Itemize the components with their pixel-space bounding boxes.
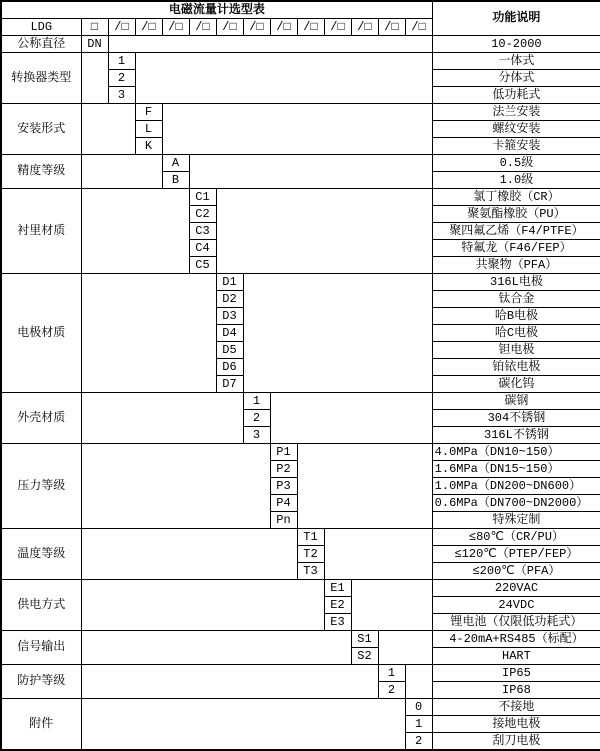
description-cell: 锂电池（仅限低功耗式） (432, 614, 600, 631)
description-cell: 316L不锈钢 (432, 427, 600, 444)
table-title: 电磁流量计选型表 (1, 1, 432, 19)
spacer-cell (243, 274, 432, 393)
description-cell: 哈C电极 (432, 325, 600, 342)
description-cell: 1.6MPa（DN15~150） (432, 461, 600, 478)
spacer-cell (297, 444, 432, 529)
code-cell: D7 (216, 376, 243, 393)
spacer-cell (108, 36, 432, 53)
model-slash-box: /□ (270, 19, 297, 36)
model-slash-box: /□ (324, 19, 351, 36)
description-cell: 铂铱电极 (432, 359, 600, 376)
model-slash-box: /□ (351, 19, 378, 36)
spacer-cell (81, 189, 189, 274)
code-cell: K (135, 138, 162, 155)
spacer-cell (81, 444, 270, 529)
code-cell: D4 (216, 325, 243, 342)
description-cell: 聚氨酯橡胶（PU） (432, 206, 600, 223)
description-cell: 1.0级 (432, 172, 600, 189)
description-cell: 特殊定制 (432, 512, 600, 529)
code-cell: 2 (108, 70, 135, 87)
code-cell: L (135, 121, 162, 138)
model-slash-box: /□ (243, 19, 270, 36)
code-cell: 2 (243, 410, 270, 427)
category-label: 安装形式 (1, 104, 81, 155)
spacer-cell (324, 529, 432, 580)
code-cell: 3 (243, 427, 270, 444)
code-cell: P4 (270, 495, 297, 512)
description-cell: 0.5级 (432, 155, 600, 172)
model-slash-box: /□ (297, 19, 324, 36)
description-cell: 1.0MPa（DN200~DN600） (432, 478, 600, 495)
description-cell: 接地电极 (432, 716, 600, 733)
description-cell: 分体式 (432, 70, 600, 87)
code-cell: E2 (324, 597, 351, 614)
description-cell: 氯丁橡胶（CR） (432, 189, 600, 206)
spacer-cell (81, 274, 216, 393)
table-row (1, 631, 600, 648)
code-cell: 1 (378, 665, 405, 682)
description-cell: 螺纹安装 (432, 121, 600, 138)
description-cell: 316L电极 (432, 274, 600, 291)
description-cell: 碳钢 (432, 393, 600, 410)
code-cell: A (162, 155, 189, 172)
code-cell: S1 (351, 631, 378, 648)
spacer-cell (81, 155, 162, 189)
table-row (1, 665, 600, 682)
category-label: 信号输出 (1, 631, 81, 665)
table-row (1, 393, 600, 410)
code-cell: 3 (108, 87, 135, 104)
description-cell: IP68 (432, 682, 600, 699)
table-row (1, 580, 600, 597)
description-cell: 碳化钨 (432, 376, 600, 393)
description-cell: IP65 (432, 665, 600, 682)
code-cell: T3 (297, 563, 324, 580)
category-label: 防护等级 (1, 665, 81, 699)
description-cell: ≤120℃（PTEP/FEP） (432, 546, 600, 563)
description-cell: 不接地 (432, 699, 600, 716)
code-cell: D5 (216, 342, 243, 359)
function-description-header: 功能说明 (432, 1, 600, 36)
model-slash-box: /□ (162, 19, 189, 36)
table-row (1, 53, 600, 70)
spacer-cell (351, 580, 432, 631)
spacer-cell (81, 393, 243, 444)
spacer-cell (81, 665, 378, 699)
code-cell: C4 (189, 240, 216, 257)
spacer-cell (270, 393, 432, 444)
code-cell: 1 (405, 716, 432, 733)
code-cell: DN (81, 36, 108, 53)
table-row (1, 699, 600, 716)
description-cell: HART (432, 648, 600, 665)
spacer-cell (162, 104, 432, 155)
code-cell: C5 (189, 257, 216, 274)
code-cell: T2 (297, 546, 324, 563)
category-label: 公称直径 (1, 36, 81, 53)
model-slash-box: /□ (405, 19, 432, 36)
category-label: 附件 (1, 699, 81, 751)
code-cell: 2 (405, 733, 432, 751)
description-cell: ≤80℃（CR/PU） (432, 529, 600, 546)
description-cell: 法兰安装 (432, 104, 600, 121)
code-cell: E3 (324, 614, 351, 631)
model-prefix: LDG (1, 19, 81, 36)
category-label: 转换器类型 (1, 53, 81, 104)
model-box: □ (81, 19, 108, 36)
spacer-cell (81, 529, 297, 580)
code-cell: D1 (216, 274, 243, 291)
description-cell: 特氟龙（F46/FEP） (432, 240, 600, 257)
description-cell: 共聚物（PFA） (432, 257, 600, 274)
code-cell: P3 (270, 478, 297, 495)
code-cell: Pn (270, 512, 297, 529)
description-cell: 4.0MPa（DN10~150） (432, 444, 600, 461)
model-slash-box: /□ (189, 19, 216, 36)
description-cell: 220VAC (432, 580, 600, 597)
spacer-cell (405, 665, 432, 699)
spacer-cell (378, 631, 432, 665)
code-cell: B (162, 172, 189, 189)
table-row (1, 155, 600, 172)
description-cell: 钛合金 (432, 291, 600, 308)
code-cell: S2 (351, 648, 378, 665)
code-cell: D6 (216, 359, 243, 376)
code-cell: D3 (216, 308, 243, 325)
code-cell: D2 (216, 291, 243, 308)
table-row (1, 274, 600, 291)
category-label: 衬里材质 (1, 189, 81, 274)
spacer-cell (81, 631, 351, 665)
spacer-cell (216, 189, 432, 274)
spacer-cell (81, 104, 135, 155)
description-cell: 24VDC (432, 597, 600, 614)
code-cell: C2 (189, 206, 216, 223)
description-cell: 卡箍安装 (432, 138, 600, 155)
code-cell: 1 (243, 393, 270, 410)
table-row (1, 36, 600, 53)
spacer-cell (81, 580, 324, 631)
description-cell: 低功耗式 (432, 87, 600, 104)
description-cell: 304不锈钢 (432, 410, 600, 427)
spacer-cell (189, 155, 432, 189)
code-cell: T1 (297, 529, 324, 546)
spacer-cell (81, 53, 108, 104)
table-row (1, 529, 600, 546)
code-cell: P1 (270, 444, 297, 461)
category-label: 电极材质 (1, 274, 81, 393)
description-cell: 一体式 (432, 53, 600, 70)
code-cell: P2 (270, 461, 297, 478)
category-label: 供电方式 (1, 580, 81, 631)
description-cell: 10-2000 (432, 36, 600, 53)
code-cell: C1 (189, 189, 216, 206)
model-slash-box: /□ (135, 19, 162, 36)
code-cell: 2 (378, 682, 405, 699)
code-cell: 1 (108, 53, 135, 70)
description-cell: ≤200℃（PFA） (432, 563, 600, 580)
description-cell: 哈B电极 (432, 308, 600, 325)
table-row (1, 444, 600, 461)
description-cell: 0.6MPa（DN700~DN2000） (432, 495, 600, 512)
code-cell: F (135, 104, 162, 121)
spacer-cell (135, 53, 432, 104)
category-label: 精度等级 (1, 155, 81, 189)
category-label: 温度等级 (1, 529, 81, 580)
description-cell: 刮刀电极 (432, 733, 600, 751)
model-slash-box: /□ (216, 19, 243, 36)
category-label: 外壳材质 (1, 393, 81, 444)
table-row (1, 189, 600, 206)
code-cell: 0 (405, 699, 432, 716)
category-label: 压力等级 (1, 444, 81, 529)
selection-table-body (1, 1, 600, 750)
description-cell: 4-20mA+RS485（标配） (432, 631, 600, 648)
table-row (1, 104, 600, 121)
code-cell: C3 (189, 223, 216, 240)
table-row (1, 1, 600, 19)
model-slash-box: /□ (378, 19, 405, 36)
model-slash-box: /□ (108, 19, 135, 36)
description-cell: 聚四氟乙烯（F4/PTFE） (432, 223, 600, 240)
spacer-cell (81, 699, 405, 751)
code-cell: E1 (324, 580, 351, 597)
description-cell: 钽电极 (432, 342, 600, 359)
